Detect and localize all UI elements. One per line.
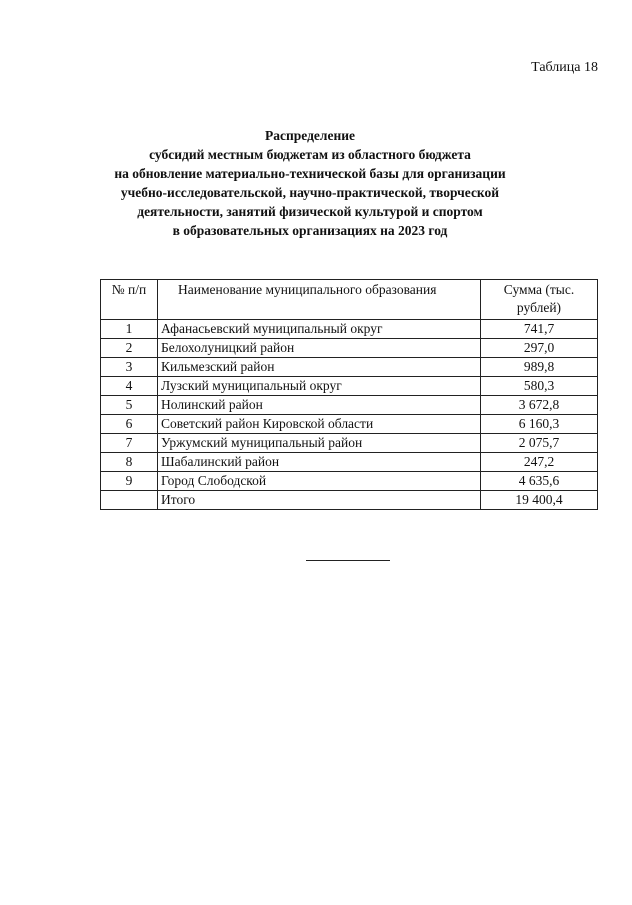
row-num: 8 — [101, 453, 158, 472]
row-sum: 6 160,3 — [481, 415, 598, 434]
table-row — [101, 320, 598, 339]
table-total-row — [101, 491, 598, 510]
title-line: учебно-исследовательской, научно-практической, творческой — [120, 185, 500, 200]
row-name: Афанасьевский муниципальный округ — [158, 320, 481, 339]
table-row — [101, 434, 598, 453]
row-name: Шабалинский район — [158, 453, 481, 472]
row-sum: 2 075,7 — [481, 434, 598, 453]
row-num: 6 — [101, 415, 158, 434]
title-line: в образовательных организациях на 2023 год — [172, 223, 448, 238]
row-name: Лузский муниципальный округ — [158, 377, 481, 396]
header-sum: Сумма (тыс. рублей) — [481, 280, 598, 320]
distribution-table — [100, 279, 598, 510]
row-name: Город Слободской — [158, 472, 481, 491]
row-sum: 4 635,6 — [481, 472, 598, 491]
row-name: Белохолуницкий район — [158, 339, 481, 358]
row-num: 2 — [101, 339, 158, 358]
table-row — [101, 472, 598, 491]
row-num: 1 — [101, 320, 158, 339]
row-sum: 247,2 — [481, 453, 598, 472]
row-sum: 3 672,8 — [481, 396, 598, 415]
table-row — [101, 377, 598, 396]
closing-separator-line — [306, 560, 390, 561]
table-row — [101, 339, 598, 358]
row-sum: 580,3 — [481, 377, 598, 396]
table-number-label: Таблица 18 — [531, 60, 598, 75]
total-num — [101, 491, 158, 510]
table-row — [101, 415, 598, 434]
table-header-row — [101, 280, 598, 320]
row-sum: 741,7 — [481, 320, 598, 339]
row-name: Нолинский район — [158, 396, 481, 415]
row-num: 3 — [101, 358, 158, 377]
document-title — [90, 126, 530, 240]
row-num: 7 — [101, 434, 158, 453]
row-name: Кильмезский район — [158, 358, 481, 377]
title-line: деятельности, занятий физической культурой и спортом — [137, 204, 483, 219]
table-row — [101, 453, 598, 472]
title-line: Распределение — [264, 128, 356, 143]
header-num: № п/п — [101, 280, 158, 320]
row-num: 4 — [101, 377, 158, 396]
header-name: Наименование муниципального образования — [158, 280, 481, 320]
total-sum: 19 400,4 — [481, 491, 598, 510]
title-line: на обновление материально-технической базы для организации — [114, 166, 506, 181]
row-name: Уржумский муниципальный район — [158, 434, 481, 453]
table-row — [101, 396, 598, 415]
row-num: 9 — [101, 472, 158, 491]
table-row — [101, 358, 598, 377]
row-name: Советский район Кировской области — [158, 415, 481, 434]
row-num: 5 — [101, 396, 158, 415]
total-name: Итого — [158, 491, 481, 510]
row-sum: 989,8 — [481, 358, 598, 377]
title-line: субсидий местным бюджетам из областного бюджета — [149, 147, 471, 162]
row-sum: 297,0 — [481, 339, 598, 358]
